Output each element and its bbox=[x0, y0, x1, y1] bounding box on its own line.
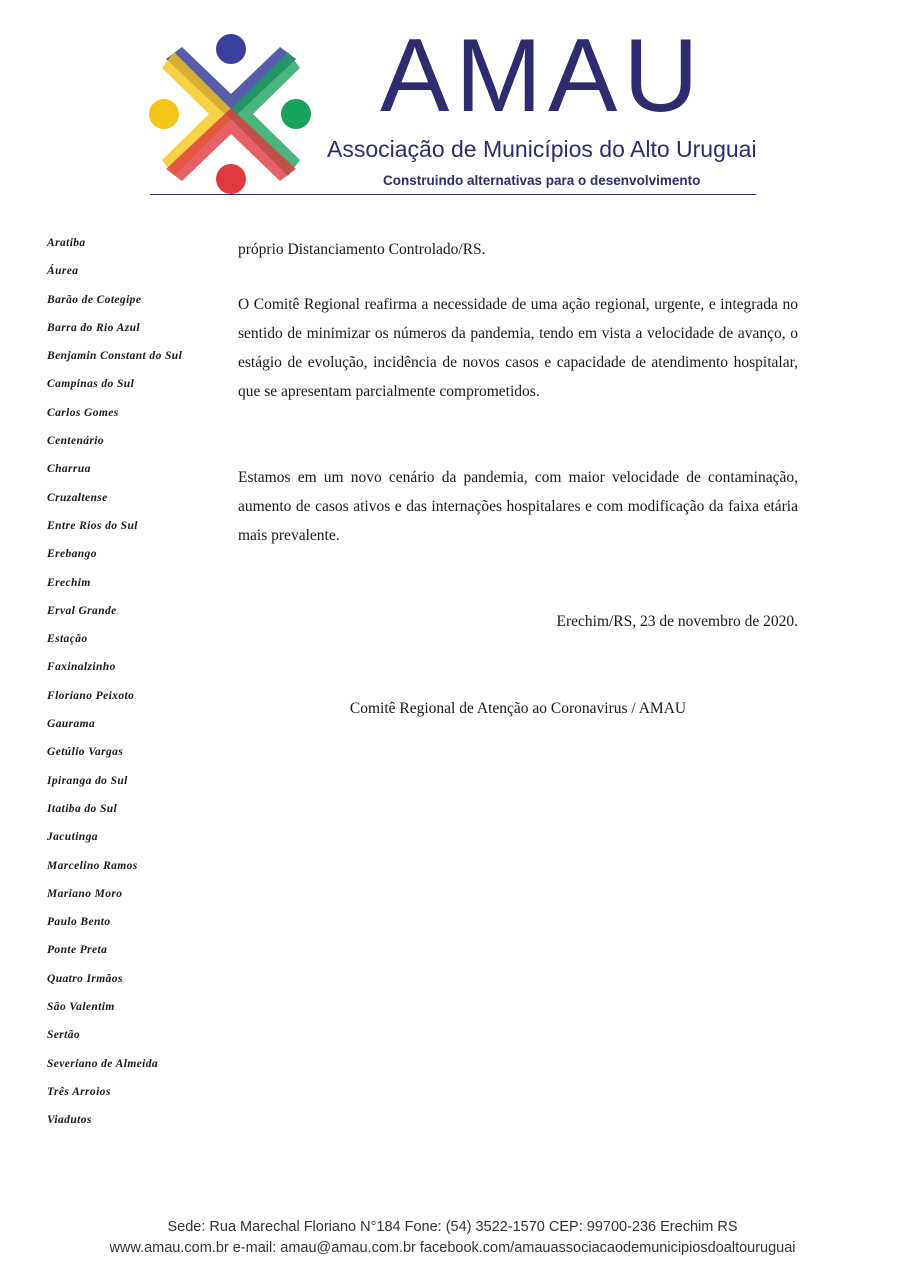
municipio-item: Três Arroios bbox=[47, 1085, 111, 1098]
municipio-item: Centenário bbox=[47, 435, 105, 448]
municipio-item: Floriano Peixoto bbox=[47, 689, 135, 702]
footer-contact: www.amau.com.br e-mail: amau@amau.com.br facebook.com/amauassociacaodemunicipiosdoaltouruguai bbox=[109, 1240, 796, 1256]
logo-yellow-circle bbox=[149, 99, 179, 129]
municipio-item: Sertão bbox=[47, 1029, 81, 1042]
municipio-item: Erechim bbox=[47, 576, 91, 589]
municipio-item: Benjamin Constant do Sul bbox=[47, 350, 183, 363]
municipio-item: Paulo Bento bbox=[47, 916, 111, 929]
municipio-item: São Valentim bbox=[47, 1001, 115, 1014]
municipio-item: Estação bbox=[47, 633, 88, 646]
municipio-item: Jacutinga bbox=[47, 831, 98, 844]
municipio-item: Aratiba bbox=[47, 237, 86, 249]
tagline: Construindo alternativas para o desenvolvimento bbox=[383, 173, 701, 188]
body-paragraph-3: Estamos em um novo cenário da pandemia, com maior velocidade de contaminação, aumento de casos ativos e das internações hospitalares e com modificação da faixa etária mais prevalente. bbox=[238, 469, 798, 544]
municipio-item: Carlos Gomes bbox=[47, 406, 119, 419]
brand-title: AMAU bbox=[380, 18, 705, 134]
logo-red-circle bbox=[216, 164, 246, 194]
municipio-item: Mariano Moro bbox=[47, 887, 123, 900]
municipio-item: Charrua bbox=[47, 463, 91, 476]
signature: Comitê Regional de Atenção ao Coronavirus / AMAU bbox=[349, 700, 687, 717]
body-paragraph-2: O Comitê Regional reafirma a necessidade de uma ação regional, urgente, e integrada no sentido de minimizar os números da pandemia, tendo em vista a velocidade de avanço, o estágio de evolução, incidência de novos casos e capacidade de atendimento hospitalar, que se apresentam parcialmente comprometidos. bbox=[238, 296, 798, 400]
municipio-item: Barra do Rio Azul bbox=[47, 321, 140, 334]
amau-logo bbox=[146, 32, 316, 197]
municipio-item: Gaurama bbox=[47, 718, 96, 731]
municipio-item: Severiano de Almeida bbox=[47, 1057, 159, 1070]
municipio-item: Cruzaltense bbox=[47, 491, 108, 504]
municipio-item: Barão de Cotegipe bbox=[47, 293, 142, 306]
body-paragraph-1: próprio Distanciamento Controlado/RS. bbox=[238, 241, 486, 258]
municipio-item: Áurea bbox=[47, 265, 79, 278]
municipio-item: Ipiranga do Sul bbox=[47, 774, 128, 787]
footer-address: Sede: Rua Marechal Floriano N°184 Fone: (54) 3522-1570 CEP: 99700-236 Erechim RS bbox=[167, 1219, 738, 1235]
municipios-list bbox=[47, 234, 182, 1140]
municipio-item: Erval Grande bbox=[47, 604, 117, 617]
header-divider bbox=[150, 194, 756, 195]
municipio-item: Viadutos bbox=[47, 1114, 92, 1127]
municipio-item: Entre Rios do Sul bbox=[47, 519, 138, 532]
logo-green-circle bbox=[281, 99, 311, 129]
municipio-item: Marcelino Ramos bbox=[47, 859, 138, 872]
municipio-item: Itatiba do Sul bbox=[47, 802, 118, 815]
logo-blue-circle bbox=[216, 34, 246, 64]
municipio-item: Getúlio Vargas bbox=[47, 746, 124, 759]
municipio-item: Campinas do Sul bbox=[47, 378, 135, 391]
date-line: Erechim/RS, 23 de novembro de 2020. bbox=[556, 613, 798, 630]
municipio-item: Faxinalzinho bbox=[47, 661, 116, 674]
municipio-item: Quatro Irmãos bbox=[47, 972, 123, 985]
organization-name: Associação de Municípios do Alto Uruguai bbox=[327, 136, 757, 162]
municipio-item: Ponte Preta bbox=[47, 944, 108, 957]
municipio-item: Erebango bbox=[47, 548, 97, 561]
